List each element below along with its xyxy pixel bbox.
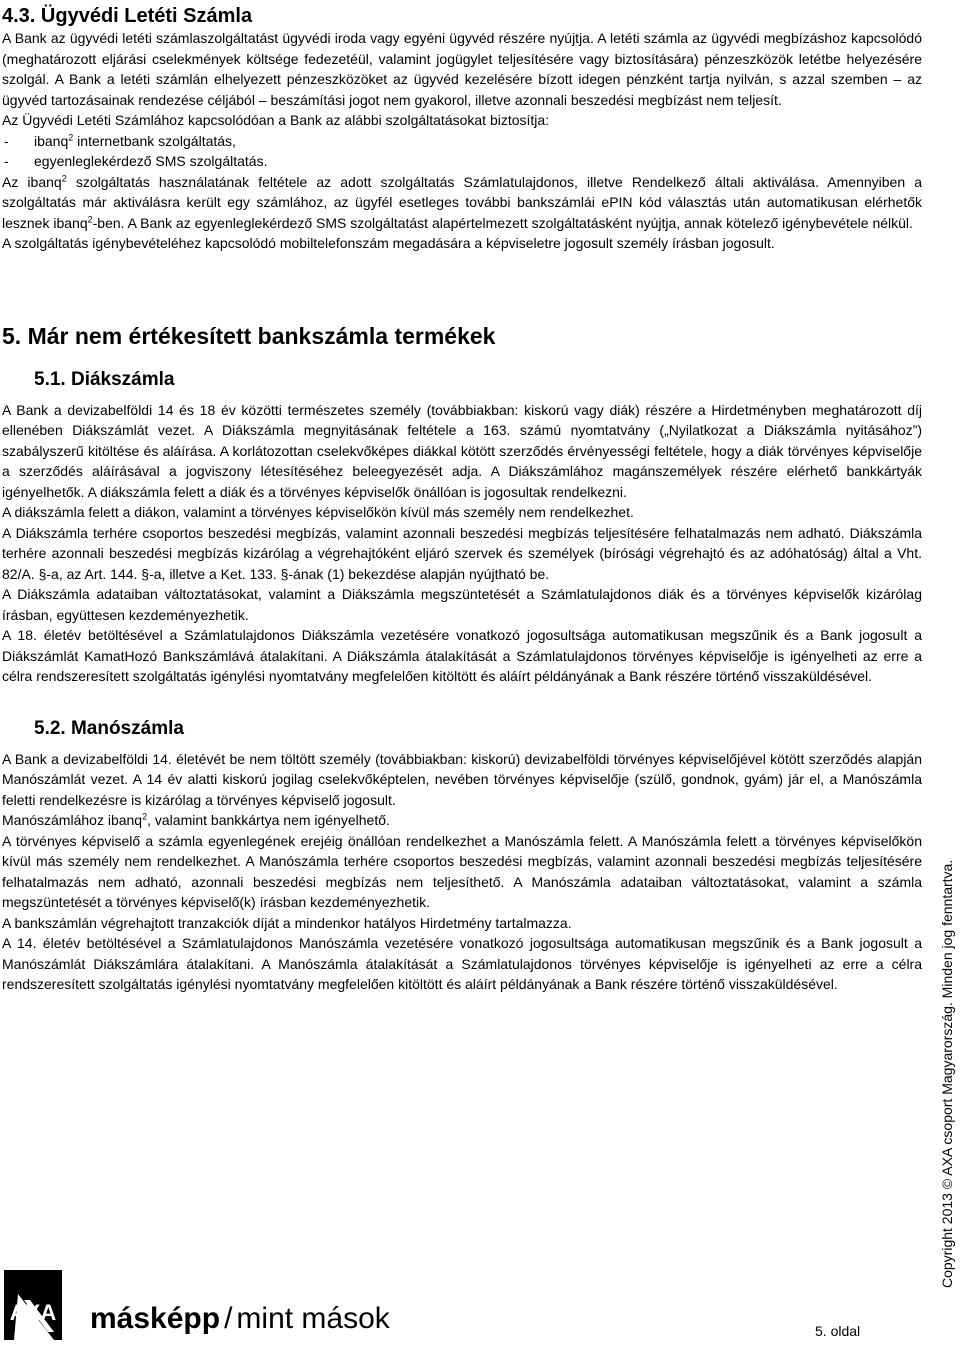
- section-5-2-paragraph-5: A 14. életév betöltésével a Számlatulajdonos Manószámla vezetésére vonatkozó jogosultsága automatikusan megszűnik és a Bank jogosult a Manószámlát Diákszámlára átalakítani. A Manószámla átalakítását a Számlatulajdonos törvényes képviselője is igényelheti az erre a célra rendszeresített szolgáltatás igénylési nyomtatvány megfelelően kitöltött és aláírt példányának a Bank részére történő visszaküldésével.: [2, 935, 922, 992]
- footer-slogan: [90, 1302, 390, 1336]
- slogan-slash: /: [224, 1302, 233, 1335]
- section-5-1-paragraph-1: A Bank a devizabelföldi 14 és 18 év közötti természetes személy (továbbiakban: kiskorú vagy diák) részére a Hirdetményben meghatározott díj ellenében Diákszámlát vezet. A Diákszámla megnyitásának feltétele a 163. számú nyomtatvány („Nyilatkozat a Diákszámla nyitásához”) szabályszerű kitöltése és aláírása. A korlátozottan cselekvőképes diákkal kötött szerződés érvényességi feltétele, hogy a diák törvényes képviselője a szerződés aláírásával a jogviszony létesítéséhez beleegyezését adja. A Diákszámlához magánszemélyek részére elérhető bankkártyák igényelhetők. A diákszámla felett a diák és a törvényes képviselők önállóan is jogosultak rendelkezni.: [2, 401, 922, 500]
- axa-logo: [4, 1270, 62, 1340]
- section-5-1-paragraph-3: A Diákszámla terhére csoportos beszedési megbízás, valamint azonnali beszedési megbízás teljesítésére felhatalmazás nem adható. Diákszámla terhére azonnali beszedési megbízás kizárólag a végrehajtóként eljáró szervek és személyek (bírósági végrehajtó és az adóhatóság) által a Vht. 82/A. §-a, az Art. 144. §-a, illetve a Ket. 133. §-ának (1) bekezdése alapján nyújtható be.: [2, 524, 922, 582]
- section-5-2-paragraph-2: Manószámlához ibanq$^2$, valamint bankkártya nem igényelhető.: [2, 811, 390, 828]
- section-5-1-paragraph-5: A 18. életév betöltésével a Számlatulajdonos Diákszámla vezetésére vonatkozó jogosultsága automatikusan megszűnik és a Bank jogosult a Diákszámlát KamatHozó Bankszámlává átalakítani. A Diákszámla átalakítását a Számlatulajdonos törvényes képviselője is igényelheti az erre a célra rendszeresített szolgáltatás igénylési nyomtatvány megfelelően kitöltött és aláírt példányának a Bank részére történő visszaküldésével.: [2, 627, 922, 684]
- bullet-dash: -: [4, 132, 9, 149]
- section-5-2-paragraph-4: A bankszámlán végrehajtott tranzakciók díját a mindenkor hatályos Hirdetmény tartalmazza.: [2, 914, 572, 931]
- section-4-3-paragraph-3: Az ibanq$^2$ szolgáltatás használatának feltétele az adott szolgáltatás Számlatulajdonos, illetve Rendelkező általi aktiválása. Amennyiben a szolgáltatás már aktiválásra került egy számlához, az ügyfél esetleges további bankszámlái ePIN kód választás után automatikusan elérhetők lesznek ibanq$^2$-ben. A Bank az egyenleglekérdező SMS szolgáltatást alapértelmezett szolgáltatásként nyújtja, annak kötelező igénybevétele nélkül.: [2, 172, 922, 231]
- slogan-rest: mint mások: [236, 1302, 390, 1335]
- section-5-2-paragraph-1: A Bank a devizabelföldi 14. életévét be nem töltött személy (továbbiakban: kiskorú) devizabelföldi törvényes képviselőjével kötött szerződés alapján Manószámlát vezet. A 14 év alatti kiskorú jogilag cselekvőképtelen, nevében törvényes képviselője (szülő, gondnok, gyám) jár el, a Manószámla feletti rendelkezésre is kizárólag a törvényes képviselő jogosult.: [2, 750, 922, 808]
- bullet-text: ibanq$^2$ internetbank szolgáltatás,: [34, 131, 236, 149]
- page-number: 5. oldal: [815, 1323, 861, 1339]
- section-5-heading: 5. Már nem értékesített bankszámla termékek: [2, 322, 496, 349]
- section-5-2-heading: 5.2. Manószámla: [34, 717, 184, 739]
- axa-logo-text: AXA: [9, 1300, 57, 1325]
- bullet-item-ibanq: [2, 131, 922, 152]
- section-5-2-paragraph-3: A törvényes képviselő a számla egyenlegének erejéig önállóan rendelkezhet a Manószámla felett. A Manószámla felett a törvényes képviselőkön kívül más személy nem rendelkezhet. A Manószámla terhére csoportos beszedési megbízás, valamint azonnali beszedési megbízás teljesítésére felhatalmazás nem adható, azonnali beszedési megbízás nem teljesíthető. A Manószámla adataiban változtatásokat, valamint a számla megszüntetését a törvényes képviselő(k) írásban kezdeményezhetik.: [2, 832, 922, 910]
- section-5-1-paragraph-4: A Diákszámla adataiban változtatásokat, valamint a Diákszámla megszüntetését a Számlatulajdonos diák és a törvényes képviselők kizárólag írásban, együttesen kezdeményezhetik.: [2, 586, 922, 623]
- section-4-3-paragraph-4: A szolgáltatás igénybevételéhez kapcsolódó mobiltelefonszám megadására a képviseletre jogosult személy írásban jogosult.: [2, 235, 775, 251]
- section-4-3-paragraph-1: A Bank az ügyvédi letéti számlaszolgáltatást ügyvédi iroda vagy egyéni ügyvéd részére nyújtja. A letéti számla az ügyvédi megbízáshoz kapcsolódó (meghatározott eljárási cselekmények költsége fedezetéül, valamint jogügylet teljesítésére vagy biztosítására) pénzeszközök letétbe helyezésére szolgál. A Bank a letéti számlán elhelyezett pénzeszközöket az ügyvéd kezelésére bízott idegen pénzként tartja nyilván, s azzal szemben – az ügyvéd tartozásainak rendezése céljából – beszámítási jogot nem gyakorol, illetve azonnali beszedési megbízást nem teljesít.: [2, 30, 922, 108]
- copyright-vertical-text: Copyright 2013 © AXA csoport Magyarország. Minden jog fenntartva.: [939, 859, 955, 1288]
- bullet-text: egyenleglekérdező SMS szolgáltatás.: [34, 153, 268, 169]
- bullet-item-sms: [2, 151, 922, 172]
- page-footer: [0, 1262, 960, 1341]
- section-5-1-heading: 5.1. Diákszámla: [34, 368, 175, 390]
- bullet-dash: -: [4, 153, 9, 169]
- document-page: [2, 0, 922, 995]
- section-4-3-paragraph-2: Az Ügyvédi Letéti Számlához kapcsolódóan a Bank az alábbi szolgáltatásokat biztosítja:: [2, 112, 550, 128]
- section-5-2-body: [2, 749, 922, 995]
- slogan-bold: másképp: [90, 1302, 221, 1335]
- section-5-1-paragraph-2: A diákszámla felett a diákon, valamint a törvényes képviselőkön kívül más személy nem rendelkezhet.: [2, 504, 634, 520]
- axa-logo-icon: [4, 1270, 62, 1340]
- section-4-3-heading: 4.3. Ügyvédi Letéti Számla: [2, 5, 253, 27]
- section-5-1-body: [2, 400, 922, 687]
